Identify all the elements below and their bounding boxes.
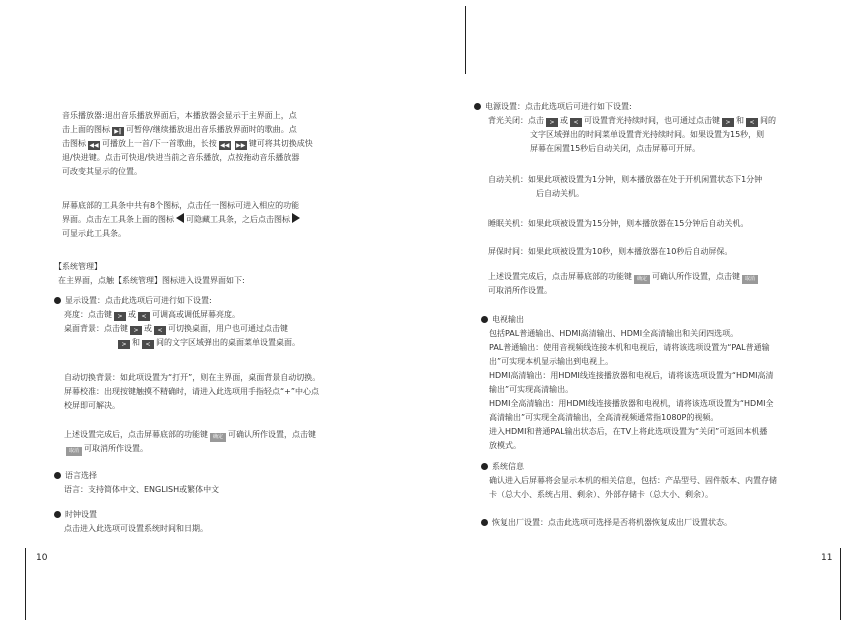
auto-off-setting: 自动关机：如果此项被设置为1分钟，则本播放器在处于开机闲置状态下1分钟 后自动关机。: [488, 175, 763, 198]
section-intro: 在主界面，点触【系统管理】图标进入设置界面如下:: [58, 276, 245, 285]
music-player-paragraph: 音乐播放器:退出音乐播放界面后，本播放器会显示于主界面上，点 击上面的图标 ▶‖ 可暂停/继续播放退出音乐播放界面时的歌曲。点 击图标 ◀◀ 可播放上一首/下一首歌曲，长按 ◀◀ ▶▶ 键可将其切换成快 退/快进键。点击可快退/快进当前之音乐播放，点按拖动音乐播放器 可改变其显示的位置。: [62, 111, 313, 176]
bottom-left-rule: [25, 548, 26, 620]
sleep-setting: 睡眠关机：如果此项被设置为15分钟，则本播放器在15分钟后自动关机。: [488, 219, 749, 228]
system-management-section: [54, 260, 394, 288]
key-right-icon: >: [130, 326, 142, 335]
page-number-right: 11: [821, 553, 833, 563]
power-confirm-paragraph: 上述设置完成后，点击屏幕底部的功能键 确定 可确认所作设置，点击键 取消 可取消所作设置。: [488, 270, 818, 298]
display-confirm-paragraph: 上述设置完成后，点击屏幕底部的功能键 确定 可确认所作设置，点击键 取消 可取消所作设置。: [64, 430, 316, 454]
display-settings-title: 显示设置：点击此选项后可进行如下设置:: [65, 296, 212, 305]
language-section: 语言选择 语言：支持简体中文、ENGLISH或繁体中文: [54, 469, 384, 497]
key-right-icon: >: [118, 340, 130, 349]
ok-key-icon: 确定: [210, 433, 226, 442]
key-right-icon: >: [722, 118, 734, 127]
prev-key-icon: ◀◀: [220, 142, 230, 149]
toolbar-paragraph: 屏幕底部的工具条中共有8个图标，点击任一图标可进入相应的功能 界面。点击左工具条上面的图标 可隐藏工具条，之后点击图标 可显示此工具条。: [62, 201, 300, 238]
clock-section: 时钟设置 点击进入此选项可设置系统时间和日期。: [54, 508, 384, 536]
bullet-icon: [481, 519, 488, 526]
bullet-icon: [474, 103, 481, 110]
hide-toolbar-icon: [176, 213, 184, 223]
key-left-icon: <: [154, 326, 166, 335]
page-number-left: 10: [36, 553, 48, 563]
bullet-icon: [54, 511, 61, 518]
key-right-icon: >: [114, 312, 126, 321]
bullet-icon: [54, 297, 61, 304]
system-info-section: 系统信息 确认进入后屏幕将会显示本机的相关信息，包括：产品型号、固件版本、内置存储 卡（总大小、系统占用、剩余）、外部存储卡（总大小、剩余）。: [481, 460, 821, 502]
key-left-icon: <: [746, 118, 758, 127]
key-left-icon: <: [142, 340, 154, 349]
bullet-icon: [481, 463, 488, 470]
show-toolbar-icon: [292, 213, 300, 223]
key-right-icon: >: [546, 118, 558, 127]
key-left-icon: <: [570, 118, 582, 127]
bullet-icon: [481, 316, 488, 323]
auto-switch-and-calibration: 自动切换背景：如此项设置为“打开”，则在主界面，桌面背景自动切换。 屏幕校准：出现按键触摸不精确时，请进入此选项用手指轻点“+”中心点 校屏即可解决。: [64, 373, 321, 410]
power-settings: 电源设置：点击此选项后可进行如下设置: 背光关闭：点击 > 或 < 可设置背光持续时间，也可通过点击键 > 和 < 间的 文字区域弹出的时间菜单设置背光持续时间。如果设置为15秒，则 屏幕在闲置15秒后自动关闭，点击屏幕可开屏。: [474, 100, 814, 156]
key-left-icon: <: [138, 312, 150, 321]
next-key-icon: ▶▶: [236, 142, 246, 149]
top-center-rule: [465, 6, 466, 74]
play-pause-icon: ▶‖: [112, 127, 124, 136]
tv-output-section: 电视输出 包括PAL普通输出、HDMI高清输出、HDMI全高清输出和关闭四选项。 PAL普通输出：使用音视频线连接本机和电视后，请将该选项设置为“PAL普通输 出”可实现本机显示输出到电视上。 HDMI高清输出：用HDMI线连接播放器和电视后，请将该选项设置为“HDMI高清 输出”可实现高清输出。 HDMI全高清输出：用HDMI线连接播放器和电视机，请将该选项设置为“HDMI全 高清输出”可实现全高清输出，全高清视频通常指1080P的视频。 进入HDMI和普通PAL输出状态后，在TV上将此选项设置为“关闭”可返回本机播 放模式。: [481, 313, 821, 453]
display-settings: 显示设置：点击此选项后可进行如下设置: 亮度：点击键 > 或 < 可调高或调低屏幕亮度。 桌面背景：点击键 > 或 < 可切换桌面，用户也可通过点击键 > 和 < 间的文字区域弹出的桌面菜单设置桌面。: [54, 294, 394, 350]
section-heading: 【系统管理】: [54, 262, 102, 271]
screensaver-setting: 屏保时间：如果此项被设置为10秒，则本播放器在10秒后自动屏保。: [488, 247, 733, 256]
cancel-key-icon: 取消: [66, 447, 82, 456]
prev-track-icon: ◀◀: [89, 142, 99, 149]
cancel-key-icon: 取消: [742, 275, 758, 284]
bottom-right-rule: [840, 548, 841, 620]
ok-key-icon: 确定: [634, 275, 650, 284]
bullet-icon: [54, 472, 61, 479]
factory-reset-section: 恢复出厂设置：点击此选项可选择是否将机器恢复成出厂设置状态。: [481, 516, 821, 530]
